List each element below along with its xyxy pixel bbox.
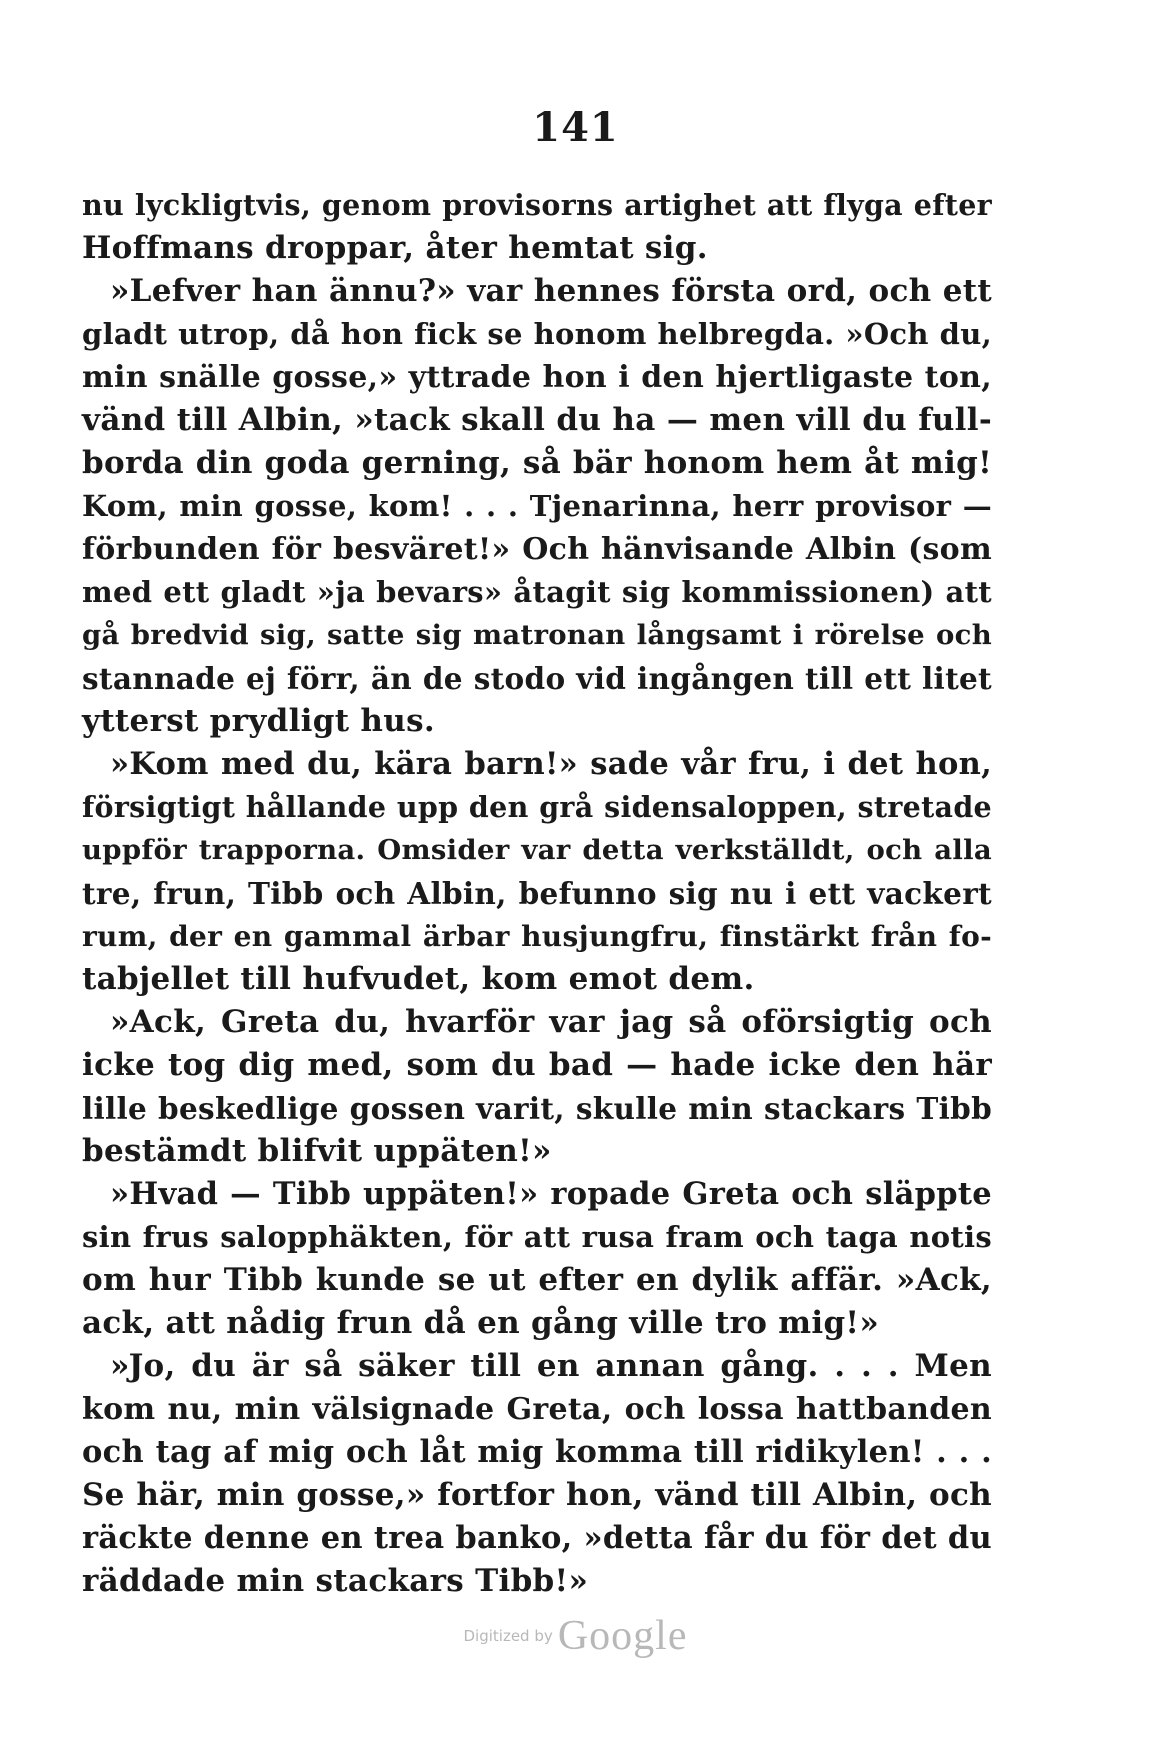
text-line: ytterst prydligt hus. xyxy=(82,703,435,739)
text-line: försigtigt hållande upp den grå sidensaloppen, stretade xyxy=(82,790,992,824)
text-line: räckte denne en trea banko, »detta får du för det du xyxy=(82,1520,992,1556)
text-line: gladt utrop, då hon fick se honom helbregda. »Och du, xyxy=(82,317,992,351)
text-line: stannade ej förr, än de stodo vid ingången till ett litet xyxy=(82,661,992,696)
text-line: rum, der en gammal ärbar husjungfru, finstärkt från fo- xyxy=(82,920,992,953)
text-line: vänd till Albin, »tack skall du ha — men vill du full- xyxy=(82,402,992,438)
text-line: »Kom med du, kära barn!» sade vår fru, i det hon, xyxy=(110,746,992,782)
text-line: Kom, min gosse, kom! . . . Tjenarinna, herr provisor — xyxy=(82,489,992,523)
text-line: om hur Tibb kunde se ut efter en dylik affär. »Ack, xyxy=(82,1262,992,1298)
text-line: med ett gladt »ja bevars» åtagit sig kommissionen) att xyxy=(82,575,992,609)
text-line: och tag af mig och låt mig komma till ridikylen! . . . xyxy=(82,1434,992,1470)
text-line: Se här, min gosse,» fortfor hon, vänd till Albin, och xyxy=(82,1477,992,1513)
text-line: »Ack, Greta du, hvarför var jag så oförsigtig och xyxy=(110,1004,992,1040)
text-line: tre, frun, Tibb och Albin, befunno sig nu i ett vackert xyxy=(82,876,992,911)
body-text xyxy=(82,184,992,1603)
text-line: kom nu, min välsignade Greta, och lossa hattbanden xyxy=(82,1392,992,1427)
text-line: räddade min stackars Tibb!» xyxy=(82,1563,589,1599)
text-line: nu lyckligtvis, genom provisorns artighet att flyga efter xyxy=(82,188,992,222)
text-line: »Hvad — Tibb uppäten!» ropade Greta och släppte xyxy=(110,1176,992,1212)
text-line: »Jo, du är så säker till en annan gång. . . . Men xyxy=(110,1348,992,1384)
text-line: ack, att nådig frun då en gång ville tro mig!» xyxy=(82,1305,880,1341)
text-line: lille beskedlige gossen varit, skulle min stackars Tibb xyxy=(82,1091,992,1126)
text-line: gå bredvid sig, satte sig matronan långsamt i rörelse och xyxy=(82,619,992,651)
text-line: min snälle gosse,» yttrade hon i den hjertligaste ton, xyxy=(82,360,992,395)
text-line: Hoffmans droppar, åter hemtat sig. xyxy=(82,230,708,266)
page-number: 141 xyxy=(532,104,619,151)
text-line: sin frus salopphäkten, för att rusa fram och taga notis xyxy=(82,1220,992,1254)
watermark-prefix: Digitized by xyxy=(463,1627,553,1645)
text-line: »Lefver han ännu?» var hennes första ord, och ett xyxy=(110,273,992,309)
watermark-brand: Google xyxy=(557,1613,688,1659)
text-line: uppför trapporna. Omsider var detta verkställdt, och alla xyxy=(82,834,992,866)
text-line: borda din goda gerning, så bär honom hem åt mig! xyxy=(82,445,992,481)
text-line: icke tog dig med, som du bad — hade icke den här xyxy=(82,1047,992,1083)
text-line: förbunden för besväret!» Och hänvisande Albin (som xyxy=(82,532,992,567)
digitized-watermark xyxy=(0,1612,1151,1660)
text-line: bestämdt blifvit uppäten!» xyxy=(82,1133,552,1169)
text-line: tabjellet till hufvudet, kom emot dem. xyxy=(82,961,755,997)
